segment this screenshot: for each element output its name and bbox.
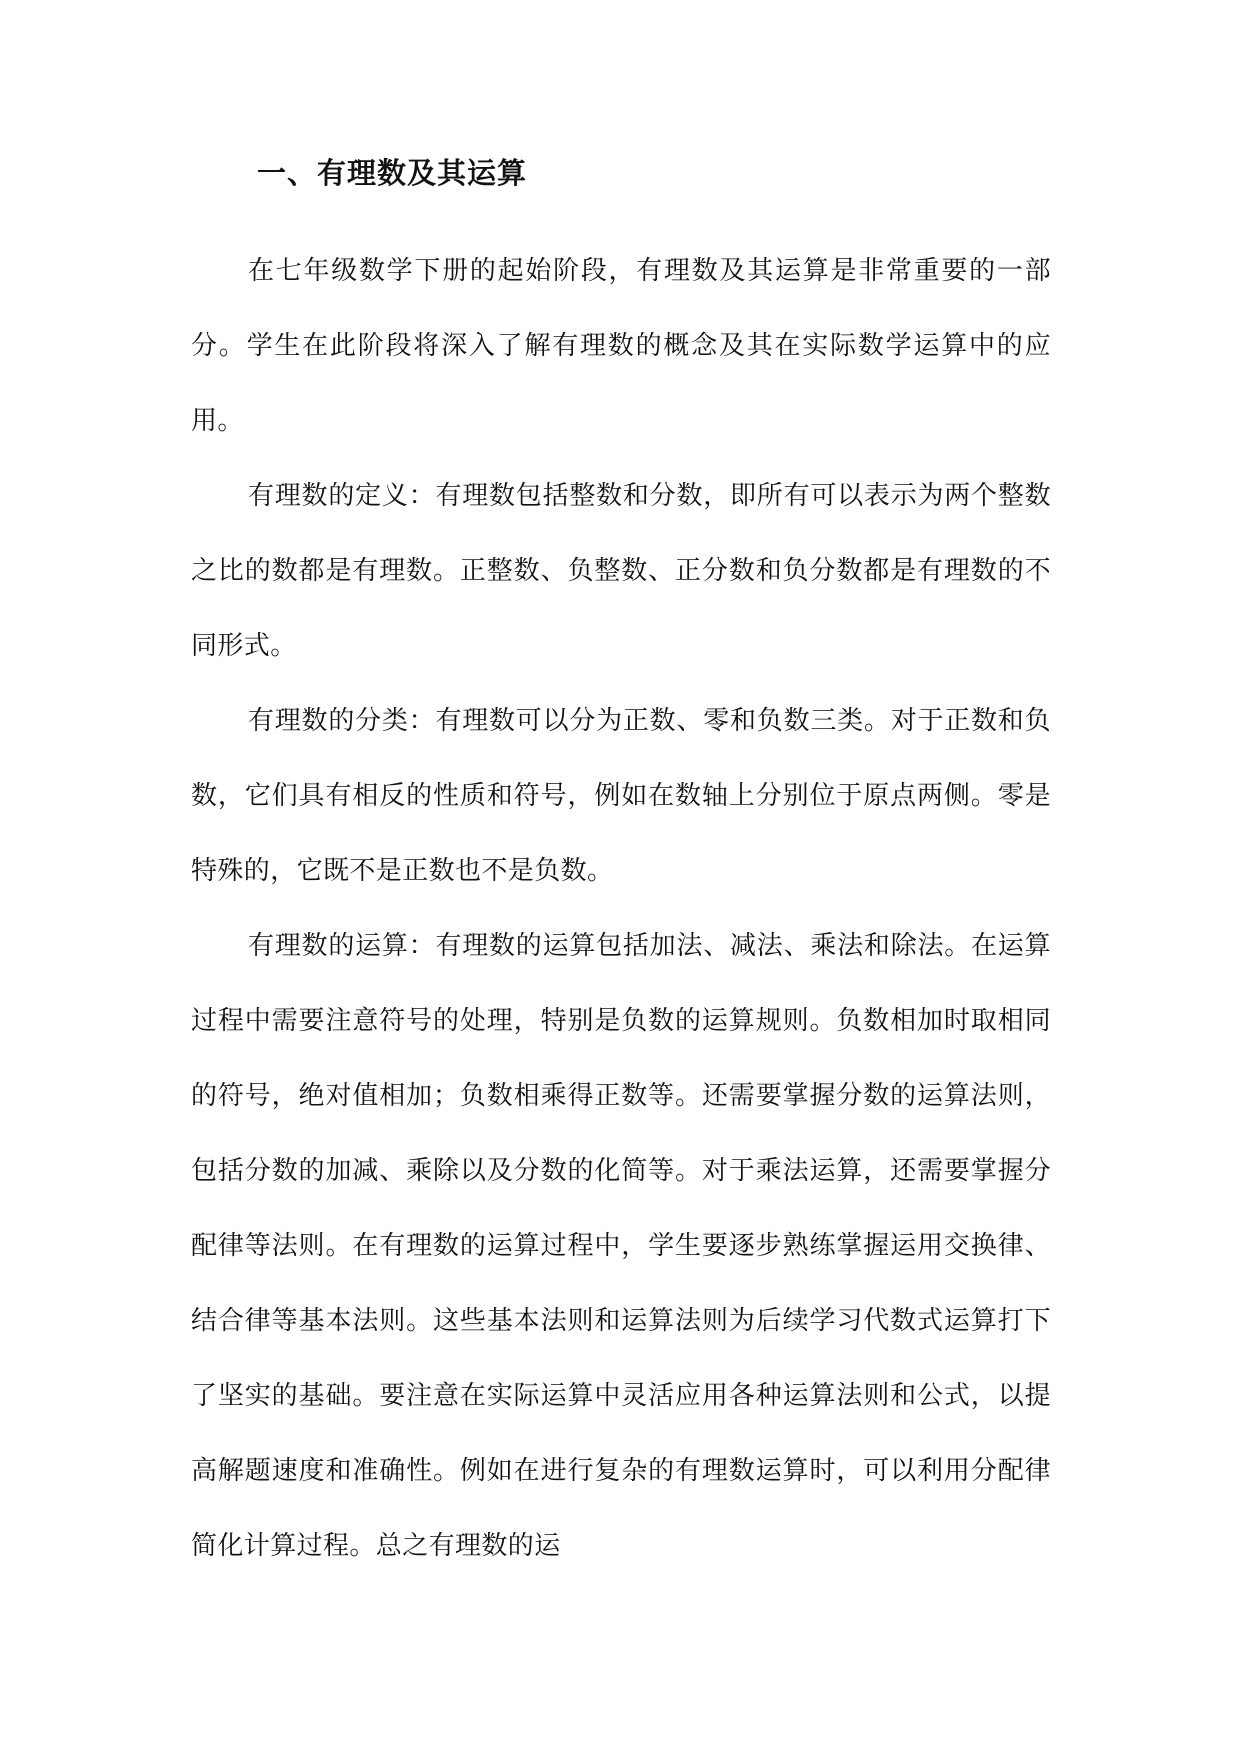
paragraph-operations: 有理数的运算：有理数的运算包括加法、减法、乘法和除法。在运算过程中需要注意符号的处理，特别是负数的运算规则。负数相加时取相同的符号，绝对值相加；负数相乘得正数等。还需要掌握分数的运算法则，包括分数的加减、乘除以及分数的化简等。对于乘法运算，还需要掌握分配律等法则。在有理数的运算过程中，学生要逐步熟练掌握运用交换律、结合律等基本法则。这些基本法则和运算法则为后续学习代数式运算打下了坚实的基础。要注意在实际运算中灵活应用各种运算法则和公式，以提高解题速度和准确性。例如在进行复杂的有理数运算时，可以利用分配律简化计算过程。总之有理数的运 [191,931,1051,1561]
paragraph-definition: 有理数的定义：有理数包括整数和分数，即所有可以表示为两个整数之比的数都是有理数。正整数、负整数、正分数和负分数都是有理数的不同形式。 [191,481,1051,661]
paragraph-intro: 在七年级数学下册的起始阶段，有理数及其运算是非常重要的一部分。学生在此阶段将深入了解有理数的概念及其在实际数学运算中的应用。 [191,256,1051,436]
section-heading: 一、有理数及其运算 [257,156,528,190]
body-text [191,234,1051,1584]
paragraph-classification: 有理数的分类：有理数可以分为正数、零和负数三类。对于正数和负数，它们具有相反的性质和符号，例如在数轴上分别位于原点两侧。零是特殊的，它既不是正数也不是负数。 [191,706,1051,886]
